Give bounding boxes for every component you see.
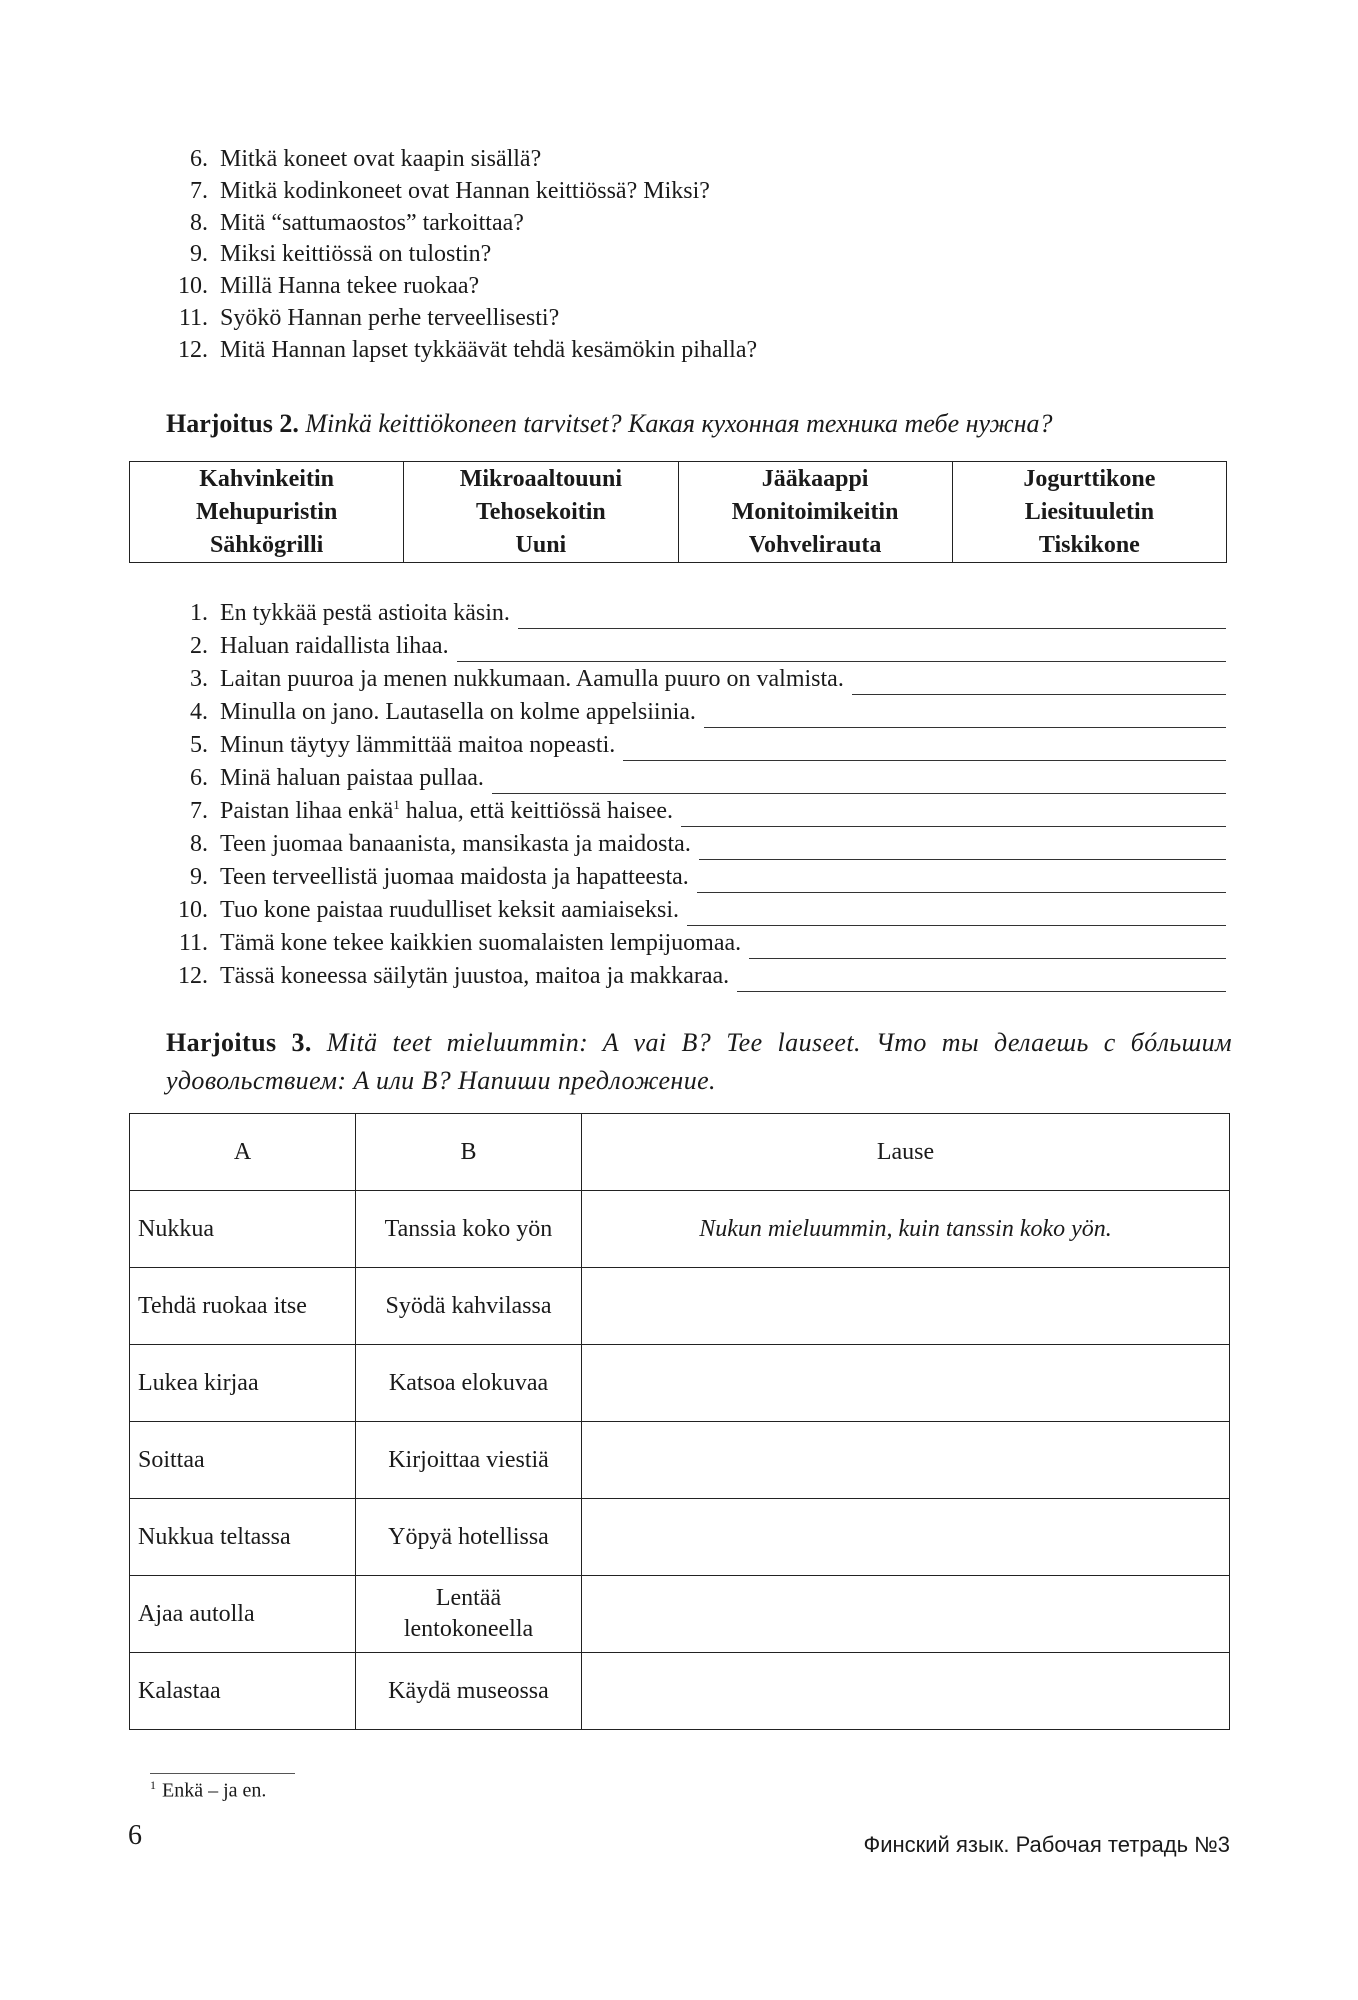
word-option: Mehupuristin bbox=[195, 498, 338, 525]
list-item bbox=[166, 210, 1226, 242]
word-option: Jääkaappi bbox=[761, 465, 869, 492]
answer-blank-line[interactable] bbox=[704, 707, 1226, 728]
sentence-text: Tuo kone paistaa ruudulliset keksit aamiaiseksi. bbox=[220, 897, 680, 923]
word-option: Sähkögrilli bbox=[209, 531, 324, 558]
item-number: 3. bbox=[190, 666, 208, 692]
list-item bbox=[166, 666, 1226, 699]
list-item bbox=[166, 305, 1226, 337]
answer-blank-line[interactable] bbox=[699, 839, 1226, 860]
word-box-column bbox=[679, 462, 953, 562]
sentence-answer-cell[interactable] bbox=[582, 1422, 1230, 1499]
footnote-text: Enkä – ja en. bbox=[162, 1779, 267, 1802]
option-a-cell: Nukkua teltassa bbox=[130, 1499, 356, 1576]
question-text: Miksi keittiössä on tulostin? bbox=[220, 241, 492, 268]
exercise-2-label: Harjoitus 2. bbox=[166, 409, 299, 438]
item-number: 9. bbox=[190, 241, 208, 268]
item-number: 11. bbox=[178, 304, 208, 331]
sentence-text: Laitan puuroa ja menen nukkumaan. Aamulla puuro on valmista. bbox=[220, 666, 844, 692]
table-header-row bbox=[130, 1114, 1230, 1191]
item-number: 12. bbox=[178, 336, 208, 363]
sentence-text-part: halua, että keittiössä haisee. bbox=[399, 798, 674, 824]
item-number: 10. bbox=[178, 273, 208, 300]
item-number: 5. bbox=[190, 732, 208, 758]
list-item bbox=[166, 930, 1226, 963]
sentence-text: Tässä koneessa säilytän juustoa, maitoa ja makkaraa. bbox=[220, 963, 730, 989]
item-number: 6. bbox=[190, 765, 208, 791]
sentence-text bbox=[220, 798, 673, 825]
table-row bbox=[130, 1191, 1230, 1268]
list-item bbox=[166, 273, 1226, 305]
word-box-column bbox=[404, 462, 678, 562]
page-number: 6 bbox=[128, 1820, 142, 1851]
word-option: Tehosekoitin bbox=[475, 498, 606, 525]
table-row bbox=[130, 1499, 1230, 1576]
answer-blank-line[interactable] bbox=[681, 806, 1226, 827]
choice-table bbox=[129, 1113, 1230, 1730]
list-item bbox=[166, 633, 1226, 666]
list-item bbox=[166, 241, 1226, 273]
item-number: 10. bbox=[178, 897, 208, 923]
exercise-3-heading bbox=[166, 1024, 1232, 1100]
list-item bbox=[166, 732, 1226, 765]
item-number: 11. bbox=[178, 930, 208, 956]
list-item bbox=[166, 765, 1226, 798]
item-number: 7. bbox=[190, 798, 208, 824]
question-text: Millä Hanna tekee ruokaa? bbox=[220, 273, 480, 300]
sentence-answer-cell[interactable] bbox=[582, 1576, 1230, 1653]
item-number: 4. bbox=[190, 699, 208, 725]
list-item bbox=[166, 337, 1226, 369]
sentence-text: En tykkää pestä astioita käsin. bbox=[220, 600, 510, 626]
item-number: 9. bbox=[190, 864, 208, 890]
item-number: 12. bbox=[178, 963, 208, 989]
exercise-3-instruction: Mitä teet mieluummin: A vai B? Tee lauseet. Что ты делаешь с бóльшим удовольствием: A или B? Напиши предложение. bbox=[166, 1028, 1232, 1095]
sentence-answer-cell[interactable] bbox=[582, 1268, 1230, 1345]
table-row bbox=[130, 1576, 1230, 1653]
sentence-text: Teen juomaa banaanista, mansikasta ja maidosta. bbox=[220, 831, 691, 857]
word-option: Jogurttikone bbox=[1023, 465, 1156, 492]
question-text: Mitä “sattumaostos” tarkoittaa? bbox=[220, 209, 524, 236]
list-item bbox=[166, 699, 1226, 732]
option-b-cell: Katsoa elokuvaa bbox=[356, 1345, 582, 1422]
list-item bbox=[166, 798, 1226, 831]
answer-blank-line[interactable] bbox=[737, 971, 1226, 992]
list-item bbox=[166, 600, 1226, 633]
answer-blank-line[interactable] bbox=[623, 740, 1226, 761]
header-lause: Lause bbox=[582, 1114, 1230, 1191]
footnote-mark: 1 bbox=[150, 1778, 156, 1792]
exercise-2-heading bbox=[166, 405, 1232, 443]
option-a-cell: Nukkua bbox=[130, 1191, 356, 1268]
sentence-answer-cell[interactable] bbox=[582, 1499, 1230, 1576]
option-b-cell: Kirjoittaa viestiä bbox=[356, 1422, 582, 1499]
footnote bbox=[150, 1778, 266, 1803]
item-number: 6. bbox=[190, 146, 208, 172]
list-item bbox=[166, 897, 1226, 930]
sentence-text: Teen terveellistä juomaa maidosta ja hapatteesta. bbox=[220, 864, 689, 890]
sentence-text: Minä haluan paistaa pullaa. bbox=[220, 765, 484, 791]
footnote-reference: 1 bbox=[393, 797, 400, 812]
option-b-cell: Yöpyä hotellissa bbox=[356, 1499, 582, 1576]
option-b-cell: Syödä kahvilassa bbox=[356, 1268, 582, 1345]
sentence-answer-cell[interactable] bbox=[582, 1653, 1230, 1730]
option-a-cell: Ajaa autolla bbox=[130, 1576, 356, 1653]
question-text: Mitä Hannan lapset tykkäävät tehdä kesämökin pihalla? bbox=[220, 336, 758, 363]
word-box-column bbox=[130, 462, 404, 562]
sentence-text: Minulla on jano. Lautasella on kolme appelsiinia. bbox=[220, 699, 696, 725]
sentence-answer-cell[interactable]: Nukun mieluummin, kuin tanssin koko yön. bbox=[582, 1191, 1230, 1268]
list-item bbox=[166, 963, 1226, 996]
item-number: 7. bbox=[190, 177, 208, 204]
questions-list bbox=[166, 146, 1226, 369]
answer-blank-line[interactable] bbox=[457, 641, 1226, 662]
running-footer: Финский язык. Рабочая тетрадь №3 bbox=[863, 1832, 1230, 1857]
sentence-text: Minun täytyy lämmittää maitoa nopeasti. bbox=[220, 732, 616, 758]
answer-blank-line[interactable] bbox=[492, 773, 1226, 794]
question-text: Mitkä koneet ovat kaapin sisällä? bbox=[220, 146, 542, 172]
exercise-2-instruction: Minkä keittiökoneen tarvitset? Какая кухонная техника тебе нужна? bbox=[305, 409, 1053, 438]
item-number: 2. bbox=[190, 633, 208, 659]
option-b-cell: Tanssia koko yön bbox=[356, 1191, 582, 1268]
answer-blank-line[interactable] bbox=[518, 608, 1226, 629]
sentence-answer-cell[interactable] bbox=[582, 1345, 1230, 1422]
word-option: Tiskikone bbox=[1038, 531, 1140, 558]
list-item bbox=[166, 831, 1226, 864]
list-item bbox=[166, 178, 1226, 210]
word-box-column bbox=[953, 462, 1226, 562]
table-row bbox=[130, 1422, 1230, 1499]
exercise-2-sentences bbox=[166, 600, 1226, 996]
option-b-cell: Lentää lentokoneella bbox=[356, 1576, 582, 1653]
option-a-cell: Kalastaa bbox=[130, 1653, 356, 1730]
word-box bbox=[129, 461, 1227, 563]
list-item bbox=[166, 146, 1226, 178]
answer-blank-line[interactable] bbox=[687, 905, 1226, 926]
option-a-cell: Tehdä ruokaa itse bbox=[130, 1268, 356, 1345]
table-row bbox=[130, 1653, 1230, 1730]
word-option: Uuni bbox=[515, 531, 567, 558]
sentence-text: Haluan raidallista lihaa. bbox=[220, 633, 449, 659]
option-a-cell: Lukea kirjaa bbox=[130, 1345, 356, 1422]
word-option: Vohvelirauta bbox=[748, 531, 882, 558]
answer-blank-line[interactable] bbox=[852, 674, 1226, 695]
item-number: 8. bbox=[190, 209, 208, 236]
answer-blank-line[interactable] bbox=[749, 938, 1226, 959]
word-option: Liesituuletin bbox=[1024, 498, 1155, 525]
option-a-cell: Soittaa bbox=[130, 1422, 356, 1499]
item-number: 8. bbox=[190, 831, 208, 857]
header-a: A bbox=[130, 1114, 356, 1191]
option-b-cell: Käydä museossa bbox=[356, 1653, 582, 1730]
list-item bbox=[166, 864, 1226, 897]
sentence-text: Tämä kone tekee kaikkien suomalaisten lempijuomaa. bbox=[220, 930, 742, 956]
table-row bbox=[130, 1345, 1230, 1422]
answer-blank-line[interactable] bbox=[697, 872, 1226, 893]
word-option: Monitoimikeitin bbox=[731, 498, 899, 525]
sentence-text-part: Paistan lihaa enkä bbox=[220, 798, 394, 824]
word-option: Kahvinkeitin bbox=[199, 465, 334, 492]
question-text: Syökö Hannan perhe terveellisesti? bbox=[220, 304, 560, 331]
header-b: B bbox=[356, 1114, 582, 1191]
footnote-divider bbox=[150, 1773, 295, 1774]
exercise-3-label: Harjoitus 3. bbox=[166, 1028, 312, 1057]
word-option: Mikroaaltouuni bbox=[459, 465, 622, 492]
table-row bbox=[130, 1268, 1230, 1345]
item-number: 1. bbox=[190, 600, 208, 626]
question-text: Mitkä kodinkoneet ovat Hannan keittiössä? Miksi? bbox=[220, 177, 710, 204]
